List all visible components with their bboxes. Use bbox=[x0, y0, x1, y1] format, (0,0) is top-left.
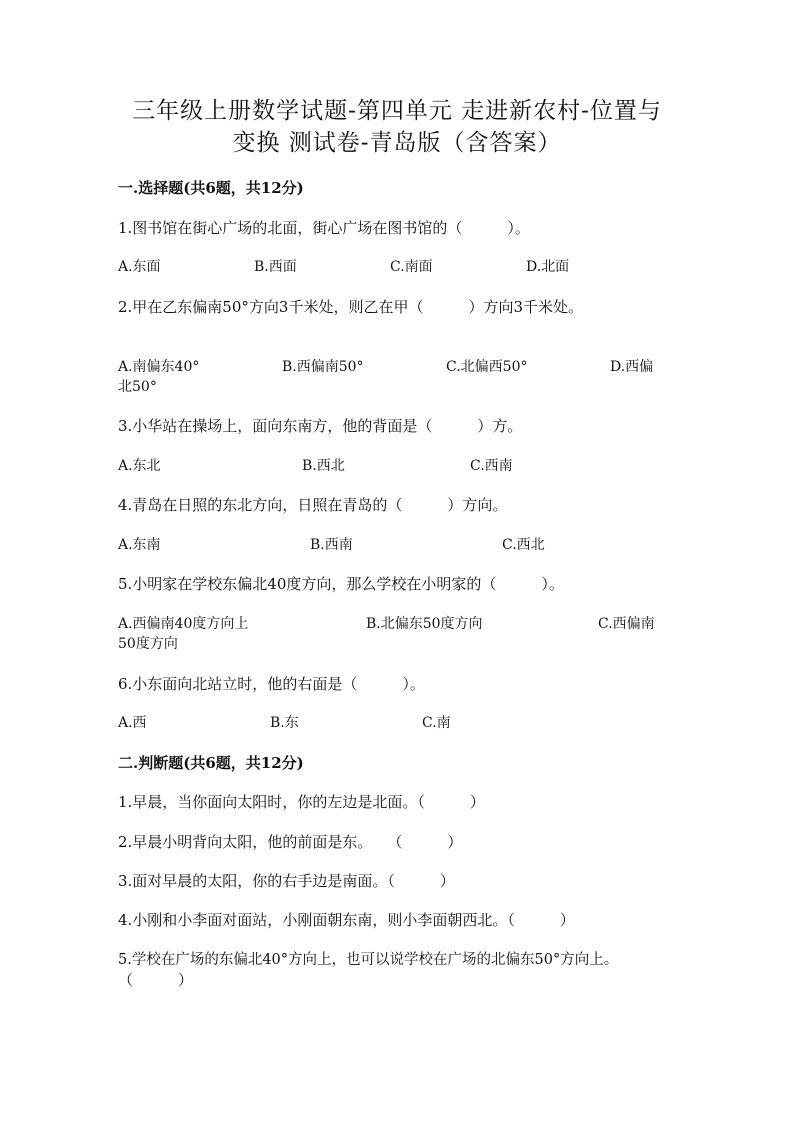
q3-option-a: A.东北 bbox=[118, 458, 161, 474]
q5-option-b: B.北偏东50度方向 bbox=[366, 616, 483, 632]
question-5: 5.小明家在学校东偏北40度方向，那么学校在小明家的（ ）。 bbox=[118, 575, 564, 593]
page-title-line-2: 变换 测试卷-青岛版（含答案） bbox=[232, 130, 562, 156]
section-heading-multiple-choice: 一.选择题(共6题，共12分) bbox=[118, 179, 304, 197]
q5-option-c-continued: 50度方向 bbox=[118, 636, 178, 652]
tf-question-1: 1.早晨，当你面向太阳时，你的左边是北面。（ ） bbox=[118, 793, 485, 811]
q1-option-c: C.南面 bbox=[390, 259, 433, 275]
tf-question-4: 4.小刚和小李面对面站，小刚面朝东南，则小李面朝西北。（ ） bbox=[118, 911, 575, 929]
section-heading-true-false: 二.判断题(共6题，共12分) bbox=[118, 754, 304, 772]
q4-option-b: B.西南 bbox=[310, 537, 353, 553]
q6-option-a: A.西 bbox=[118, 715, 147, 731]
tf-question-2: 2.早晨小明背向太阳，他的前面是东。 （ ） bbox=[118, 833, 463, 851]
q4-option-c: C.西北 bbox=[502, 537, 545, 553]
q2-option-a: A.南偏东40° bbox=[118, 359, 200, 375]
q3-option-b: B.西北 bbox=[302, 458, 345, 474]
q2-option-d: D.西偏 bbox=[610, 359, 654, 375]
q1-option-a: A.东面 bbox=[118, 259, 161, 275]
tf-question-5: 5.学校在广场的东偏北40°方向上，也可以说学校在广场的北偏东50°方向上。 bbox=[118, 952, 619, 968]
page-title-line-1: 三年级上册数学试题-第四单元 走进新农村-位置与 bbox=[132, 98, 662, 124]
question-6: 6.小东面向北站立时，他的右面是（ ）。 bbox=[118, 675, 425, 693]
q3-option-c: C.西南 bbox=[470, 458, 513, 474]
q1-option-d: D.北面 bbox=[526, 259, 570, 275]
question-1: 1.图书馆在街心广场的北面，街心广场在图书馆的（ ）。 bbox=[118, 219, 530, 237]
q5-option-a: A.西偏南40度方向上 bbox=[118, 616, 249, 632]
question-2: 2.甲在乙东偏南50°方向3千米处，则乙在甲（ ）方向3千米处。 bbox=[118, 298, 583, 316]
q2-option-c: C.北偏西50° bbox=[446, 359, 528, 375]
q1-option-b: B.西面 bbox=[254, 259, 297, 275]
question-4: 4.青岛在日照的东北方向，日照在青岛的（ ）方向。 bbox=[118, 496, 508, 514]
q6-option-c: C.南 bbox=[422, 715, 451, 731]
tf-question-5-blank: （ ） bbox=[118, 971, 194, 989]
q6-option-b: B.东 bbox=[270, 715, 299, 731]
q2-option-d-continued: 北50° bbox=[118, 379, 157, 395]
question-3: 3.小华站在操场上，面向东南方，他的背面是（ ）方。 bbox=[118, 417, 523, 435]
tf-question-3: 3.面对早晨的太阳，你的右手边是南面。（ ） bbox=[118, 872, 455, 890]
q5-option-c: C.西偏南 bbox=[598, 616, 655, 632]
q2-option-b: B.西偏南50° bbox=[282, 359, 364, 375]
q4-option-a: A.东南 bbox=[118, 537, 161, 553]
